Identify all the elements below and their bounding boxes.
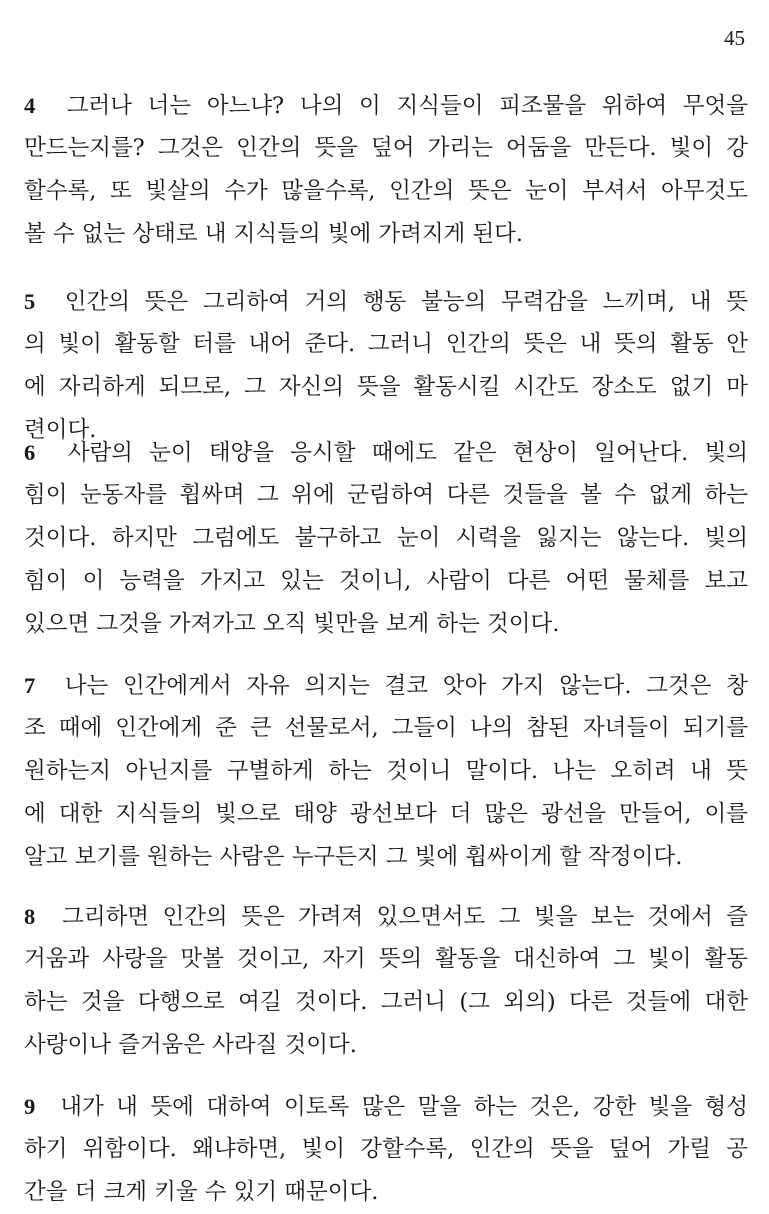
verse-number: 6	[24, 440, 36, 465]
paragraph-line: 조 때에 인간에게 준 큰 선물로서, 그들이 나의 참된 자녀들이 되기를	[24, 715, 748, 741]
paragraph-line: 에 대한 지식들의 빛으로 태양 광선보다 더 많은 광선을 만들어, 이를	[24, 801, 748, 827]
paragraph-line: 것이다. 하지만 그럼에도 불구하고 눈이 시력을 잃지는 않는다. 빛의	[24, 525, 748, 551]
verse-number: 9	[24, 1094, 36, 1119]
paragraph-line: 할수록, 또 빛살의 수가 많을수록, 인간의 뜻은 눈이 부셔서 아무것도	[24, 178, 748, 204]
paragraph-line: 5 인간의 뜻은 그리하여 거의 행동 불능의 무력감을 느끼며, 내 뜻	[24, 289, 748, 315]
verse-number: 8	[24, 904, 36, 929]
paragraph-line: 간을 더 크게 키울 수 있기 때문이다.	[24, 1179, 379, 1205]
paragraph-line: 만드는지를? 그것은 인간의 뜻을 덮어 가리는 어둠을 만든다. 빛이 강	[24, 135, 748, 161]
paragraph-line: 있으면 그것을 가져가고 오직 빛만을 보게 하는 것이다.	[24, 611, 560, 637]
paragraph-9	[24, 1085, 748, 1214]
verse-number: 4	[24, 93, 36, 118]
paragraph-line: 원하는지 아닌지를 구별하게 하는 것이니 말이다. 나는 오히려 내 뜻	[24, 758, 748, 784]
paragraph-line: 7 나는 인간에게서 자유 의지는 결코 앗아 가지 않는다. 그것은 창	[24, 673, 748, 699]
paragraph-7	[24, 664, 748, 879]
paragraph-line: 하기 위함이다. 왜냐하면, 빛이 강할수록, 인간의 뜻을 덮어 가릴 공	[24, 1136, 748, 1162]
paragraph-6	[24, 431, 748, 646]
paragraph-line: 8 그리하면 인간의 뜻은 가려져 있으면서도 그 빛을 보는 것에서 즐	[24, 904, 748, 930]
paragraph-line: 에 자리하게 되므로, 그 자신의 뜻을 활동시킬 시간도 장소도 없기 마	[24, 374, 748, 400]
page-number: 45	[724, 26, 745, 50]
paragraph-line: 9 내가 내 뜻에 대하여 이토록 많은 말을 하는 것은, 강한 빛을 형성	[24, 1094, 749, 1120]
paragraph-line: 6 사람의 눈이 태양을 응시할 때에도 같은 현상이 일어난다. 빛의	[24, 440, 748, 466]
paragraph-line: 볼 수 없는 상태로 내 지식들의 빛에 가려지게 된다.	[24, 221, 524, 247]
paragraph-5	[24, 280, 748, 452]
verse-number: 5	[24, 289, 36, 314]
paragraph-line: 사랑이나 즐거움은 사라질 것이다.	[24, 1032, 357, 1058]
verse-number: 7	[24, 673, 36, 698]
paragraph-line: 힘이 이 능력을 가지고 있는 것이니, 사람이 다른 어떤 물체를 보고	[24, 568, 748, 594]
paragraph-line: 힘이 눈동자를 휩싸며 그 위에 군림하여 다른 것들을 볼 수 없게 하는	[24, 482, 748, 508]
paragraph-line: 거움과 사랑을 맛볼 것이고, 자기 뜻의 활동을 대신하여 그 빛이 활동	[24, 946, 748, 972]
paragraph-line: 4 그러나 너는 아느냐? 나의 이 지식들이 피조물을 위하여 무엇을	[24, 93, 748, 119]
paragraph-8	[24, 895, 748, 1067]
paragraph-line: 의 빛이 활동할 터를 내어 준다. 그러니 인간의 뜻은 내 뜻의 활동 안	[24, 331, 748, 357]
paragraph-line: 하는 것을 다행으로 여길 것이다. 그러니 (그 외의) 다른 것들에 대한	[24, 989, 748, 1015]
paragraph-4	[24, 84, 748, 256]
paragraph-line: 알고 보기를 원하는 사람은 누구든지 그 빛에 휩싸이게 할 작정이다.	[24, 844, 683, 870]
paragraph-line: 련이다.	[24, 417, 97, 443]
